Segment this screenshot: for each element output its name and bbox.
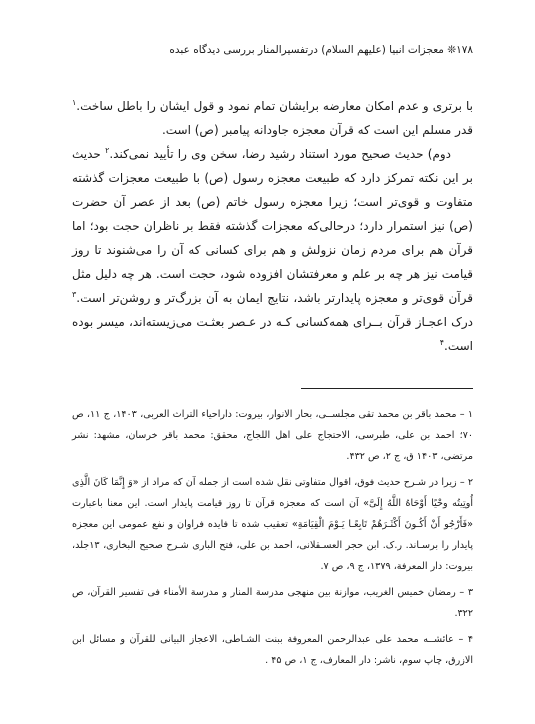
running-header [70,44,473,56]
footnote-separator [301,388,473,389]
header-star: ❊ [443,44,457,56]
footnote-3: ۳ – رمضان خمیس الغریب، موازنة بین منهجی مدرسة المنار و مدرسة الأمناء فی تفسیر القرآن، ص ۳۲۲. [72,587,473,619]
running-title: معجزات انبیا (علیهم السلام) درتفسیرالمنار بررسی دیدگاه عبده [169,44,444,56]
footnote-ref-1[interactable]: ۱ [72,98,77,107]
footnote-4: ۴ – عائشــه محمد علی عبدالرحمن المعروفة ببنت الشـاطی، الاعجاز البیانی للقرآن و مسائل ابن الازرق، چاپ سوم، ناشر: دار المعارف، ج ۱، ص ۴۵ . [72,634,473,666]
paragraph-2: دوم) حدیث صحیح مورد استناد رشید رضا، سخن وی را تأیید نمی‌کند.$^۲$ حدیث بر این نکته تمرکز دارد که طبیعت معجزه رسول (ص) با طبیعت معجزات گذشته متفاوت و قوی‌تر است؛ زیرا معجزه رسول خاتم (ص) بعد از عصر آن حضرت (ص) نیز استمرار دارد؛ درحالی‌که معجزات گذشته فقط بر ناظران حجت بود؛ اما قرآن هم برای مردم زمان نزولش و هم برای کسانی که آن را می‌شنوند تا روز قیامت نیز هر چه بر علم و معرفتشان افزوده شود، حجت است. هر چه دلیل مثل قرآن قوی‌تر و معجزه پایدارتر باشد، نتایج ایمان به آن بزرگ‌تر و روشن‌تر است.$^۳$ درک اعجـاز قرآن بــرای همه‌کسانی کـه در عـصر بعثـت می‌زیسته‌اند، میسر بوده است.$^۴$ [72,146,473,353]
footnote-ref-3[interactable]: ۳ [72,290,77,299]
footnotes [72,404,473,676]
footnote-1: ۱ – محمد باقر بن محمد تقی مجلســی، بحار الانوار، بیروت: داراحیاء التراث العربی، ۱۴۰۳، ج ۱۱، ص ۷۰؛ احمد بن علی، طبرسی، الاحتجاج علی اهل اللجاج، محقق: محمد باقر خرسان، مشهد: نشر مرتضی، ۱۴۰۳ ق، ج ۲، ص ۴۳۲. [72,409,474,462]
footnote-2: ۲ – زیرا در شـرح حدیث فوق، اقوال متفاوتی نقل شده است از جمله آن که مراد از «وَ إِنَّمَا كَانَ الَّذِی أُوتِیتُه وحْیًا أَوْحَاهُ اللَّهُ إِلَیَّ» آن است که معجزه قرآن تا روز قیامت پایدار است. این معنا باعبارت «فَأَرْجُو أَنْ أَكُـونَ أَكْثَـرَهُمْ تَابِعًـا یَـوْمَ الْقِیَامَةِ» تعقیب شده تا فایده فراوان و نفع عمومی این معجزه پایدار را برسـاند. ر.ک. ابن حجر العسـقلانی، احمد بن علی، فتح الباری شـرح صحیح البخاری، ۱۳جلد، بیروت: دار المعرفة، ۱۳۷۹، ج ۹، ص ۷. [72,477,473,572]
body-text [72,94,473,358]
paragraph-1: با برتری و عدم امکان معارضه برایشان تمام نمود و قول ایشان را باطل ساخت.$^۱$ قدر مسلم این است که قرآن معجزه جاودانه پیامبر (ص) است. [72,98,473,137]
page-number: ۱۷۸ [456,44,473,56]
footnote-ref-4[interactable]: ۴ [439,338,444,347]
footnote-ref-2[interactable]: ۲ [105,146,110,155]
